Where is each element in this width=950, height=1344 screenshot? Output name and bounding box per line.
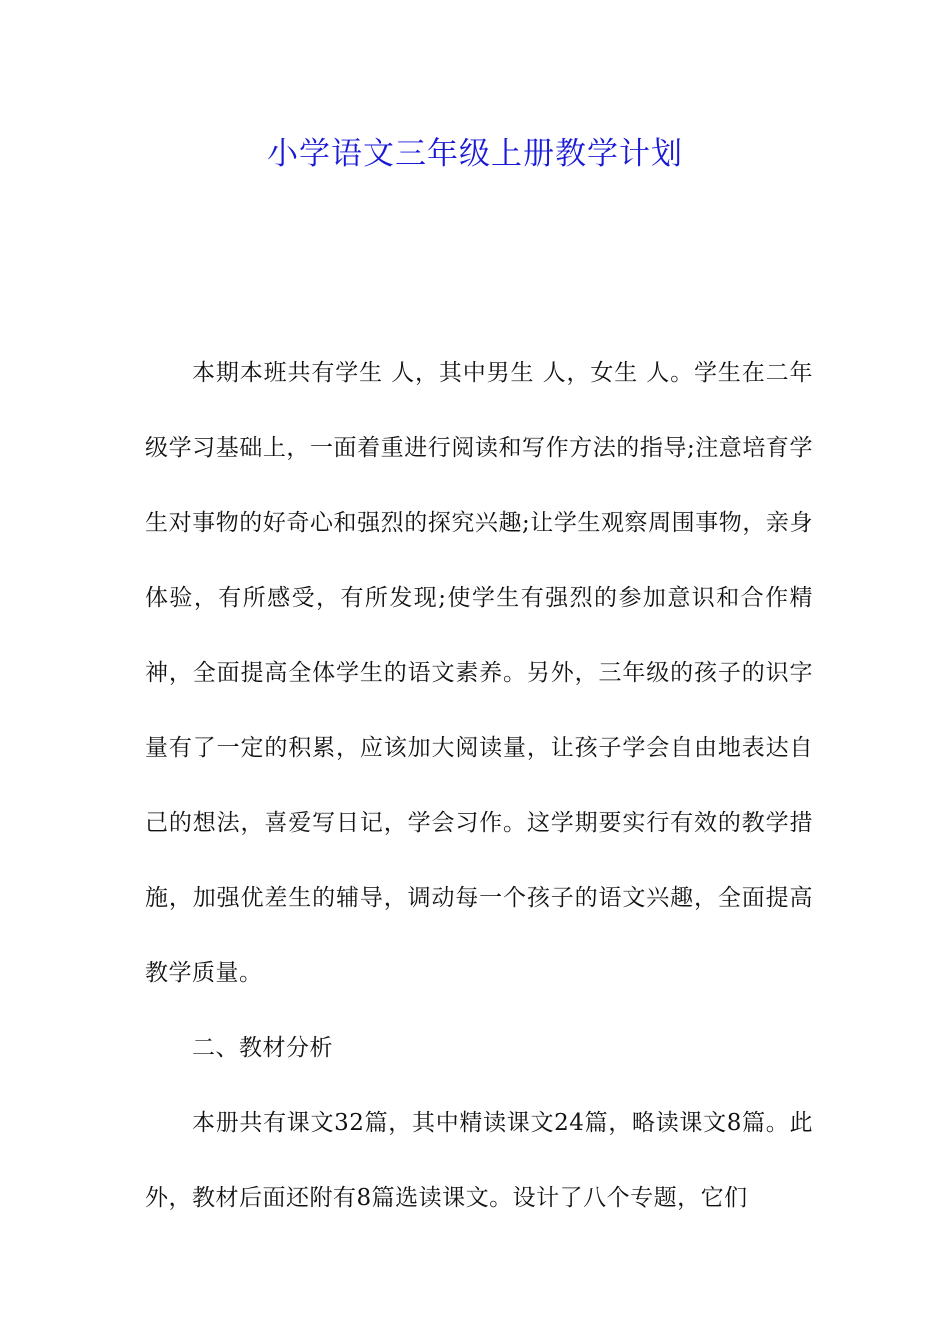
document-body — [145, 336, 813, 1236]
paragraph-class-overview: 本期本班共有学生 人，其中男生 人，女生 人。学生在二年级学习基础上，一面着重进行阅读和写作方法的指导;注意培育学生对事物的好奇心和强烈的探究兴趣;让学生观察周围事物，亲身体验，有所感受，有所发现;使学生有强烈的参加意识和合作精神，全面提高全体学生的语文素养。另外，三年级的孩子的识字量有了一定的积累，应该加大阅读量，让孩子学会自由地表达自己的想法，喜爱写日记，学会习作。这学期要实行有效的教学措施，加强优差生的辅导，调动每一个孩子的语文兴趣，全面提高教学质量。 — [145, 360, 813, 986]
section-heading-textbook-analysis: 二、教材分析 — [192, 1035, 333, 1061]
document-title: 小学语文三年级上册教学计划 — [267, 136, 683, 172]
paragraph-textbook-content: 本册共有课文32篇，其中精读课文24篇，略读课文8篇。此外，教材后面还附有8篇选读课文。设计了八个专题，它们 — [145, 1110, 813, 1211]
